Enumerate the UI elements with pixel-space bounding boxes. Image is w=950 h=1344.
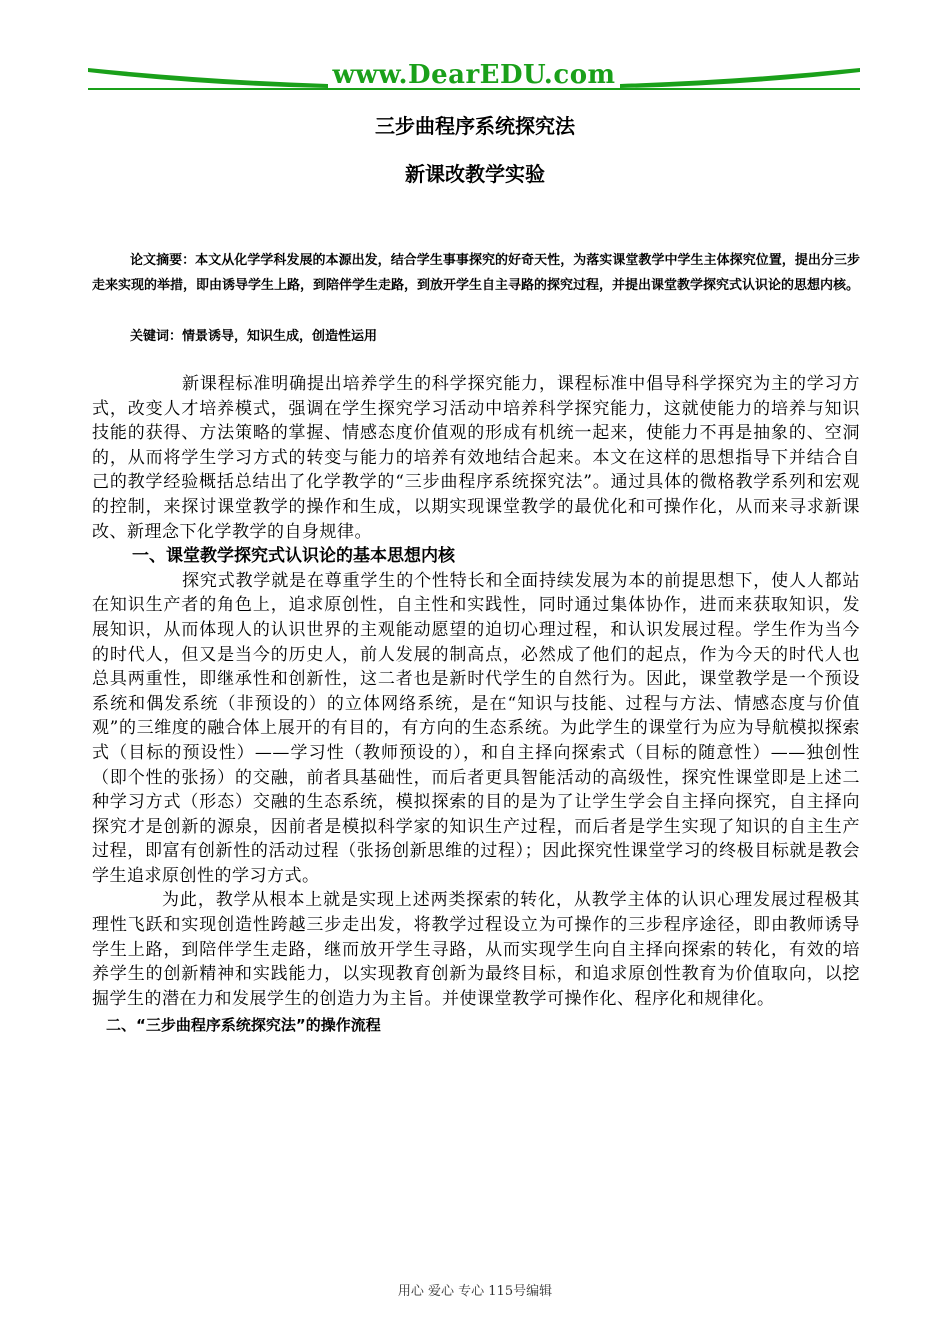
section1-paragraph-2: 为此，教学从根本上就是实现上述两类探索的转化，从教学主体的认识心理发展过程极其理性飞跃和实现创造性跨越三步走出发，将教学过程设立为可操作的三步程序途径，即由教师诱导学生上路，到陪伴学生走路，继而放开学生寻路，从而实现学生向自主择向探索的转化，有效的培养学生的创新精神和实践能力，以实现教育创新为最终目标，和追求原创性教育为价值取向，以挖掘学生的潜在力和发展学生的创造力为主旨。并使课堂教学可操作化、程序化和规律化。 <box>92 890 860 1009</box>
site-header-banner <box>88 58 860 96</box>
section-heading-1: 一、课堂教学探究式认识论的基本思想内核 <box>132 546 455 567</box>
intro-paragraph: 新课程标准明确提出培养学生的科学探究能力，课程标准中倡导科学探究为主的学习方式，改变人才培养模式，强调在学生探究学习活动中培养科学探究能力，这就使能力的培养与知识技能的获得、方法策略的掌握、情感态度价值观的形成有机统一起来，使能力不再是抽象的、空洞的，从而将学生学习方式的转变与能力的培养有效地结合起来。本文在这样的思想指导下并结合自己的教学经验概括总结出了化学教学的“三步曲程序系统探究法”。通过具体的微格教学系列和宏观的控制，来探讨课堂教学的操作和生成，以期实现课堂教学的最优化和可操作化，从而来寻求新课改、新理念下化学教学的自身规律。 <box>92 374 860 542</box>
page-footer: 用心 爱心 专心 115号编辑 <box>397 1284 553 1299</box>
abstract: 论文摘要：本文从化学学科发展的本源出发，结合学生事事探究的好奇天性，为落实课堂教学中学生主体探究位置，提出分三步走来实现的举措，即由诱导学生上路，到陪伴学生走路，到放开学生自主寻路的探究过程，并提出课堂教学探究式认识论的思想内核。 <box>92 253 860 293</box>
document-body <box>92 372 860 1039</box>
section-heading-2: 二、“三步曲程序系统探究法”的操作流程 <box>106 1016 381 1035</box>
keywords: 关键词：情景诱导，知识生成，创造性运用 <box>130 329 378 344</box>
document-title: 三步曲程序系统探究法 <box>375 114 575 138</box>
site-logo: www.DearEDU.com <box>332 60 616 90</box>
section1-paragraph: 探究式教学就是在尊重学生的个性特长和全面持续发展为本的前提思想下，使人人都站在知识生产者的角色上，追求原创性，自主性和实践性，同时通过集体协作，进而来获取知识，发展知识，从而体现人的认识世界的主观能动愿望的迫切心理过程，和认识发展过程。学生作为当今的时代人，但又是当今的历史人，前人发展的制高点，必然成了他们的起点，作为今天的时代人也总具两重性，即继承性和创新性，这二者也是新时代学生的自然行为。因此，课堂教学是一个预设系统和偶发系统（非预设的）的立体网络系统，是在“知识与技能、过程与方法、情感态度与价值观”的三维度的融合体上展开的有目的，有方向的生态系统。为此学生的课堂行为应为导航模拟探索式（目标的预设性）——学习性（教师预设的），和自主择向探索式（目标的随意性）——独创性（即个性的张扬）的交融，前者具基础性，而后者更具智能活动的高级性，探究性课堂即是上述二种学习方式（形态）交融的生态系统，模拟探索的目的是为了让学生学会自主择向探究，自主择向探究才是创新的源泉，因前者是模拟科学家的知识生产过程，而后者是学生实现了知识的自主生产过程，即富有创新性的活动过程（张扬创新思维的过程）；因此探究性课堂学习的终极目标就是教会学生追求原创性的学习方式。 <box>92 570 860 886</box>
document-subtitle: 新课改教学实验 <box>405 162 545 186</box>
